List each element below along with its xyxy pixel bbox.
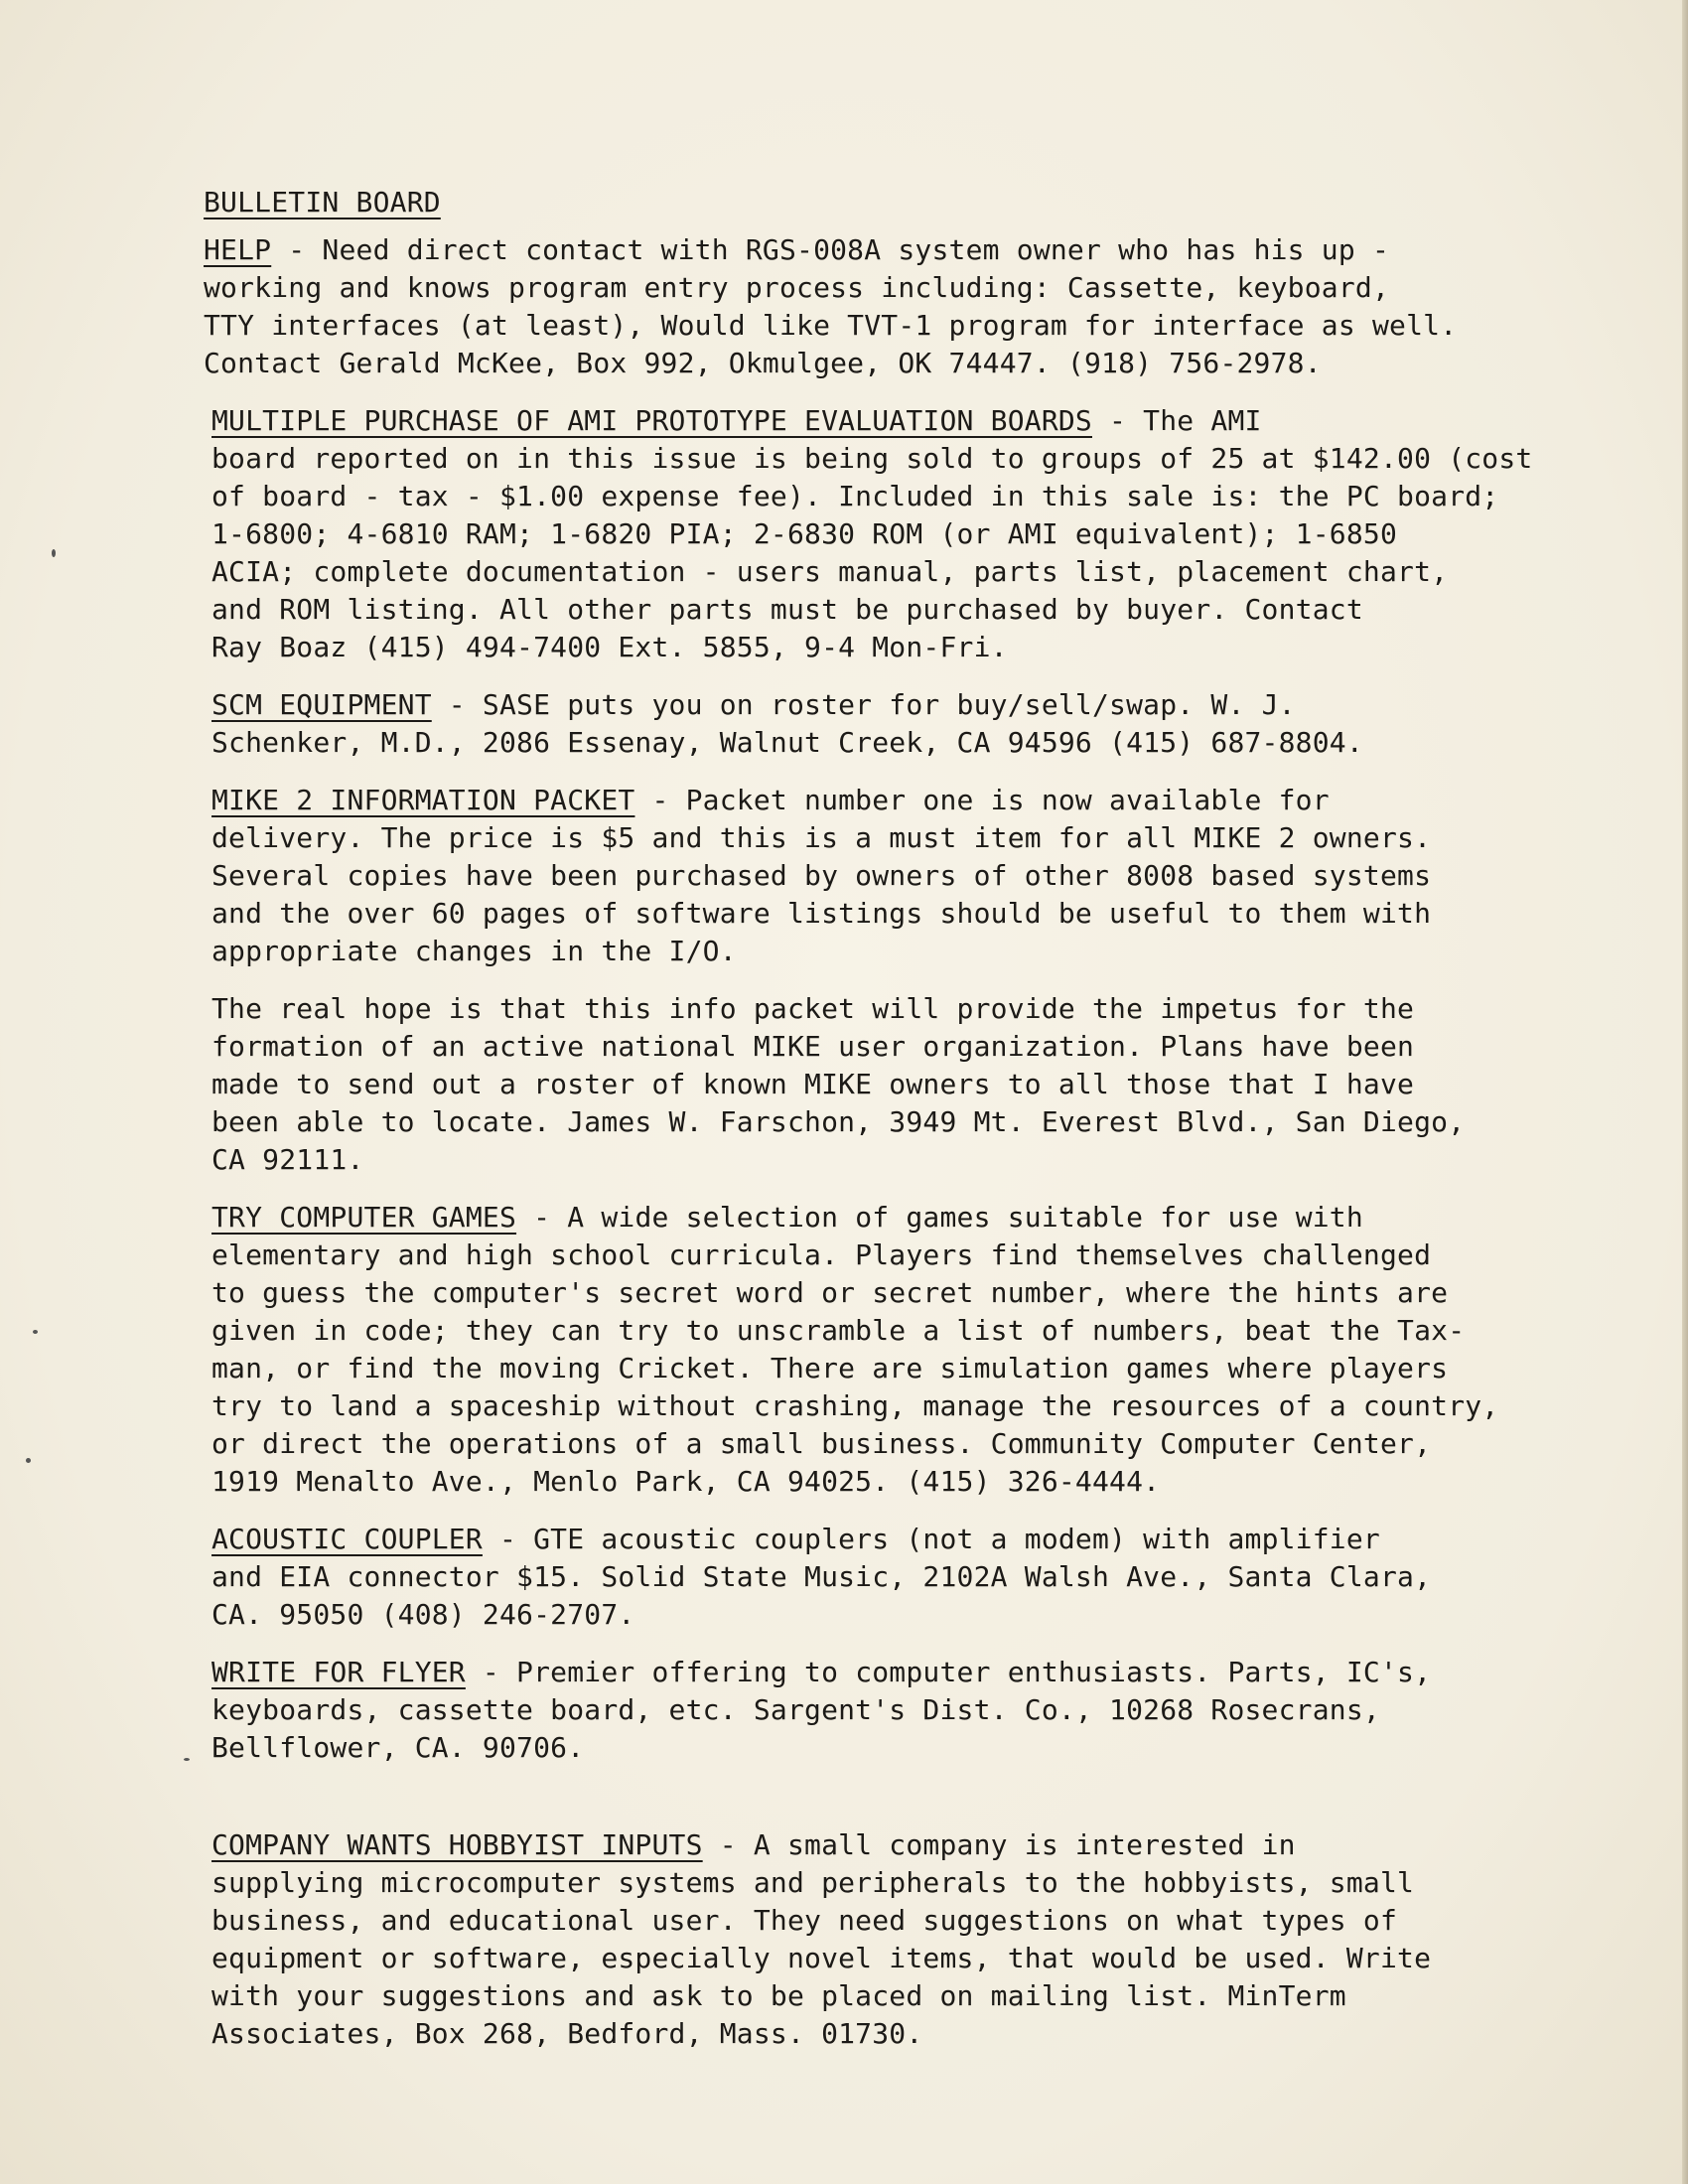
item-line: - SASE puts you on roster for buy/sell/swap. W. J.	[431, 688, 1296, 721]
item-line: - A wide selection of games suitable for use with	[516, 1201, 1363, 1234]
item-line: elementary and high school curricula. Players find themselves challenged	[211, 1238, 1432, 1271]
item-line: Schenker, M.D., 2086 Essenay, Walnut Creek, CA 94596 (415) 687-8804.	[211, 726, 1363, 759]
item-line: - Premier offering to computer enthusiasts. Parts, IC's,	[465, 1656, 1432, 1688]
item-line: been able to locate. James W. Farschon, 3949 Mt. Everest Blvd., San Diego,	[211, 1105, 1466, 1138]
bulletin-item-hobbyist-inputs	[204, 1826, 1534, 2053]
scan-speck	[184, 1758, 190, 1761]
bulletin-item-scm-equipment	[204, 686, 1534, 762]
scan-speck	[33, 1330, 38, 1334]
bulletin-item-mike2-packet	[204, 782, 1534, 970]
item-line: with your suggestions and ask to be placed on mailing list. MinTerm	[211, 1979, 1346, 2012]
item-line: delivery. The price is $5 and this is a must item for all MIKE 2 owners.	[211, 821, 1432, 854]
item-line: board reported on in this issue is being sold to groups of 25 at $142.00 (cost	[211, 442, 1533, 475]
item-line: supplying microcomputer systems and peripherals to the hobbyists, small	[211, 1866, 1415, 1899]
item-heading: ACOUSTIC COUPLER	[211, 1523, 483, 1555]
item-line: equipment or software, especially novel items, that would be used. Write	[211, 1942, 1432, 1974]
item-line: Several copies have been purchased by owners of other 8008 based systems	[211, 859, 1432, 892]
item-line: made to send out a roster of known MIKE owners to all those that I have	[211, 1068, 1415, 1100]
item-heading: COMPANY WANTS HOBBYIST INPUTS	[211, 1828, 703, 1861]
item-line: 1919 Menalto Ave., Menlo Park, CA 94025. (415) 326-4444.	[211, 1465, 1161, 1498]
item-line: CA. 95050 (408) 246-2707.	[211, 1598, 635, 1631]
item-line: ACIA; complete documentation - users manual, parts list, placement chart,	[211, 555, 1449, 588]
item-line: The real hope is that this info packet will provide the impetus for the	[211, 992, 1415, 1025]
item-line: formation of an active national MIKE user organization. Plans have been	[211, 1030, 1415, 1063]
item-line: to guess the computer's secret word or secret number, where the hints are	[211, 1276, 1449, 1309]
item-heading: MIKE 2 INFORMATION PACKET	[211, 784, 635, 816]
item-line: of board - tax - $1.00 expense fee). Included in this sale is: the PC board;	[211, 480, 1499, 512]
item-line: or direct the operations of a small business. Community Computer Center,	[211, 1427, 1432, 1460]
section-spacer	[204, 1787, 1534, 1826]
scan-speck	[26, 1458, 31, 1463]
bulletin-item-ami-boards	[204, 402, 1534, 666]
scan-speck	[52, 549, 56, 557]
item-heading: TRY COMPUTER GAMES	[211, 1201, 517, 1234]
item-line: - Need direct contact with RGS-008A system owner who has his up -	[271, 233, 1390, 266]
item-line: Associates, Box 268, Bedford, Mass. 01730.	[211, 2017, 923, 2050]
item-line: keyboards, cassette board, etc. Sargent's Dist. Co., 10268 Rosecrans,	[211, 1693, 1380, 1726]
document-body	[204, 184, 1534, 2073]
item-line: Bellflower, CA. 90706.	[211, 1731, 585, 1764]
item-line: - GTE acoustic couplers (not a modem) with amplifier	[482, 1523, 1380, 1555]
bulletin-paragraph-mike-organization	[204, 990, 1534, 1179]
item-line: and the over 60 pages of software listings should be useful to them with	[211, 897, 1432, 930]
item-line: 1-6800; 4-6810 RAM; 1-6820 PIA; 2-6830 ROM (or AMI equivalent); 1-6850	[211, 517, 1398, 550]
item-line: working and knows program entry process including: Cassette, keyboard,	[204, 271, 1390, 304]
item-line: man, or find the moving Cricket. There are simulation games where players	[211, 1352, 1449, 1384]
item-line: TTY interfaces (at least), Would like TVT-1 program for interface as well.	[204, 309, 1458, 342]
item-line: appropriate changes in the I/O.	[211, 935, 737, 967]
item-heading: WRITE FOR FLYER	[211, 1656, 466, 1688]
item-line: - A small company is interested in	[702, 1828, 1296, 1861]
bulletin-item-help	[204, 231, 1534, 382]
bulletin-item-write-for-flyer	[204, 1654, 1534, 1767]
item-line: Ray Boaz (415) 494-7400 Ext. 5855, 9-4 Mon-Fri.	[211, 631, 1008, 663]
item-line: and ROM listing. All other parts must be purchased by buyer. Contact	[211, 593, 1363, 626]
item-line: Contact Gerald McKee, Box 992, Okmulgee, OK 74447. (918) 756-2978.	[204, 347, 1322, 379]
item-line: and EIA connector $15. Solid State Music, 2102A Walsh Ave., Santa Clara,	[211, 1560, 1432, 1593]
item-heading: MULTIPLE PURCHASE OF AMI PROTOTYPE EVALUATION BOARDS	[211, 404, 1092, 437]
page-title: BULLETIN BOARD	[204, 186, 441, 218]
item-line: CA 92111.	[211, 1143, 364, 1176]
bulletin-item-acoustic-coupler	[204, 1521, 1534, 1634]
item-line: given in code; they can try to unscramble a list of numbers, beat the Tax-	[211, 1314, 1466, 1347]
item-line: business, and educational user. They need suggestions on what types of	[211, 1904, 1398, 1937]
item-heading: HELP	[204, 233, 272, 266]
bulletin-item-computer-games	[204, 1199, 1534, 1501]
item-line: try to land a spaceship without crashing, manage the resources of a country,	[211, 1389, 1499, 1422]
page-edge	[1682, 0, 1688, 2184]
item-heading: SCM EQUIPMENT	[211, 688, 432, 721]
item-line: - Packet number one is now available for	[634, 784, 1330, 816]
item-line: - The AMI	[1092, 404, 1262, 437]
